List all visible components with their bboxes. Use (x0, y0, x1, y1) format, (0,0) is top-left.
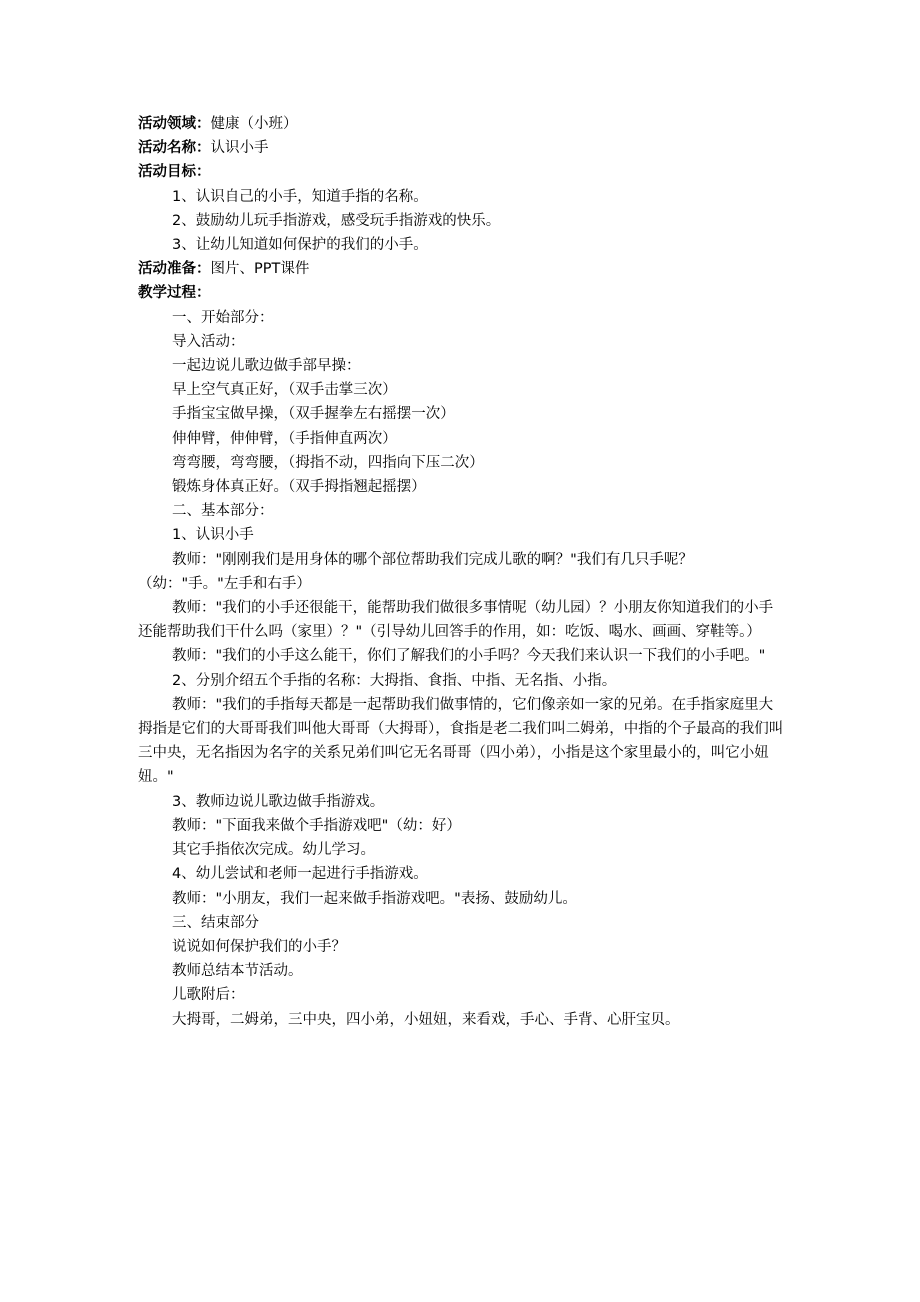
goal-item: 3、让幼儿知道如何保护的我们的小手。 (172, 237, 428, 254)
rhyme-line: 伸伸臂，伸伸臂，（手指伸直两次） (172, 430, 397, 447)
activity-domain-row (138, 112, 786, 136)
subsection-heading: 2、分别介绍五个手指的名称：大拇指、食指、中指、无名指、小指。 (172, 672, 617, 689)
activity-prep-label: 活动准备： (138, 261, 211, 278)
activity-prep-value: 图片、PPT课件 (210, 261, 310, 278)
activity-prep-row (138, 257, 786, 281)
teacher-dialogue-paragraph: 教师："我们的小手还很能干，能帮助我们做很多事情呢（幼儿园）？小朋友你知道我们的小手还能帮助我们干什么吗（家里）？"（引导幼儿回答手的作用，如：吃饭、喝水、画画、穿鞋等。） (138, 600, 774, 641)
text-line: 教师："下面我来做个手指游戏吧"（幼：好） (172, 817, 461, 834)
teaching-process-label: 教学过程： (138, 285, 211, 302)
document-page (138, 112, 786, 1032)
activity-name-value: 认识小手 (210, 140, 269, 157)
rhyme-line: 早上空气真正好，（双手击掌三次） (172, 382, 397, 399)
activity-name-row (138, 136, 786, 160)
goal-item: 1、认识自己的小手，知道手指的名称。 (172, 188, 428, 205)
rhyme-line: 弯弯腰，弯弯腰，（拇指不动，四指向下压二次） (172, 454, 484, 471)
section-heading-basic: 二、基本部分： (172, 503, 274, 520)
subsection-heading: 3、教师边说儿歌边做手指游戏。 (172, 793, 385, 810)
goal-item: 2、鼓励幼儿玩手指游戏，感受玩手指游戏的快乐。 (172, 212, 501, 229)
rhyme-line: 手指宝宝做早操，（双手握拳左右摇摆一次） (172, 406, 455, 423)
text-line: 儿歌附后： (172, 987, 245, 1004)
subsection-heading: 4、幼儿尝试和老师一起进行手指游戏。 (172, 866, 428, 883)
subsection-heading: 1、认识小手 (172, 527, 254, 544)
activity-domain-value: 健康（小班） (210, 116, 298, 132)
teacher-dialogue-paragraph: 教师："刚刚我们是用身体的哪个部位帮助我们完成儿歌的啊？"我们有几只手呢？（幼："手。"左手和右手） (138, 551, 693, 592)
text-line: 教师："小朋友，我们一起来做手指游戏吧。"表扬、鼓励幼儿。 (172, 890, 577, 907)
rhyme-line: 锻炼身体真正好。（双手拇指翘起摇摆） (172, 479, 426, 496)
activity-name-label: 活动名称： (138, 140, 211, 157)
teacher-dialogue-paragraph: 教师："我们的手指每天都是一起帮助我们做事情的，它们像亲如一家的兄弟。在手指家庭里大拇指是它们的大哥哥我们叫他大哥哥（大拇哥），食指是老二我们叫二姆弟，中指的个子最高的我们叫三中央，无名指因为名字的关系兄弟们叫它无名哥哥（四小弟），小指是这个家里最小的，叫它小妞妞。" (138, 696, 784, 786)
activity-goals-label: 活动目标： (138, 164, 211, 181)
activity-domain-label: 活动领域： (138, 116, 211, 132)
teacher-dialogue-paragraph: 教师："我们的小手这么能干，你们了解我们的小手吗？今天我们来认识一下我们的小手吧。" (172, 648, 766, 665)
text-line: 教师总结本节活动。 (172, 963, 303, 980)
section-heading-start: 一、开始部分： (172, 309, 274, 326)
text-line: 其它手指依次完成。幼儿学习。 (172, 842, 375, 859)
text-line: 说说如何保护我们的小手？ (172, 938, 346, 955)
text-line: 一起边说儿歌边做手部早操： (172, 358, 361, 375)
rhyme-line: 大拇哥，二姆弟，三中央，四小弟，小妞妞，来看戏，手心、手背、心肝宝贝。 (172, 1011, 680, 1028)
section-heading-end: 三、结束部分 (172, 914, 259, 931)
text-line: 导入活动： (172, 333, 245, 350)
